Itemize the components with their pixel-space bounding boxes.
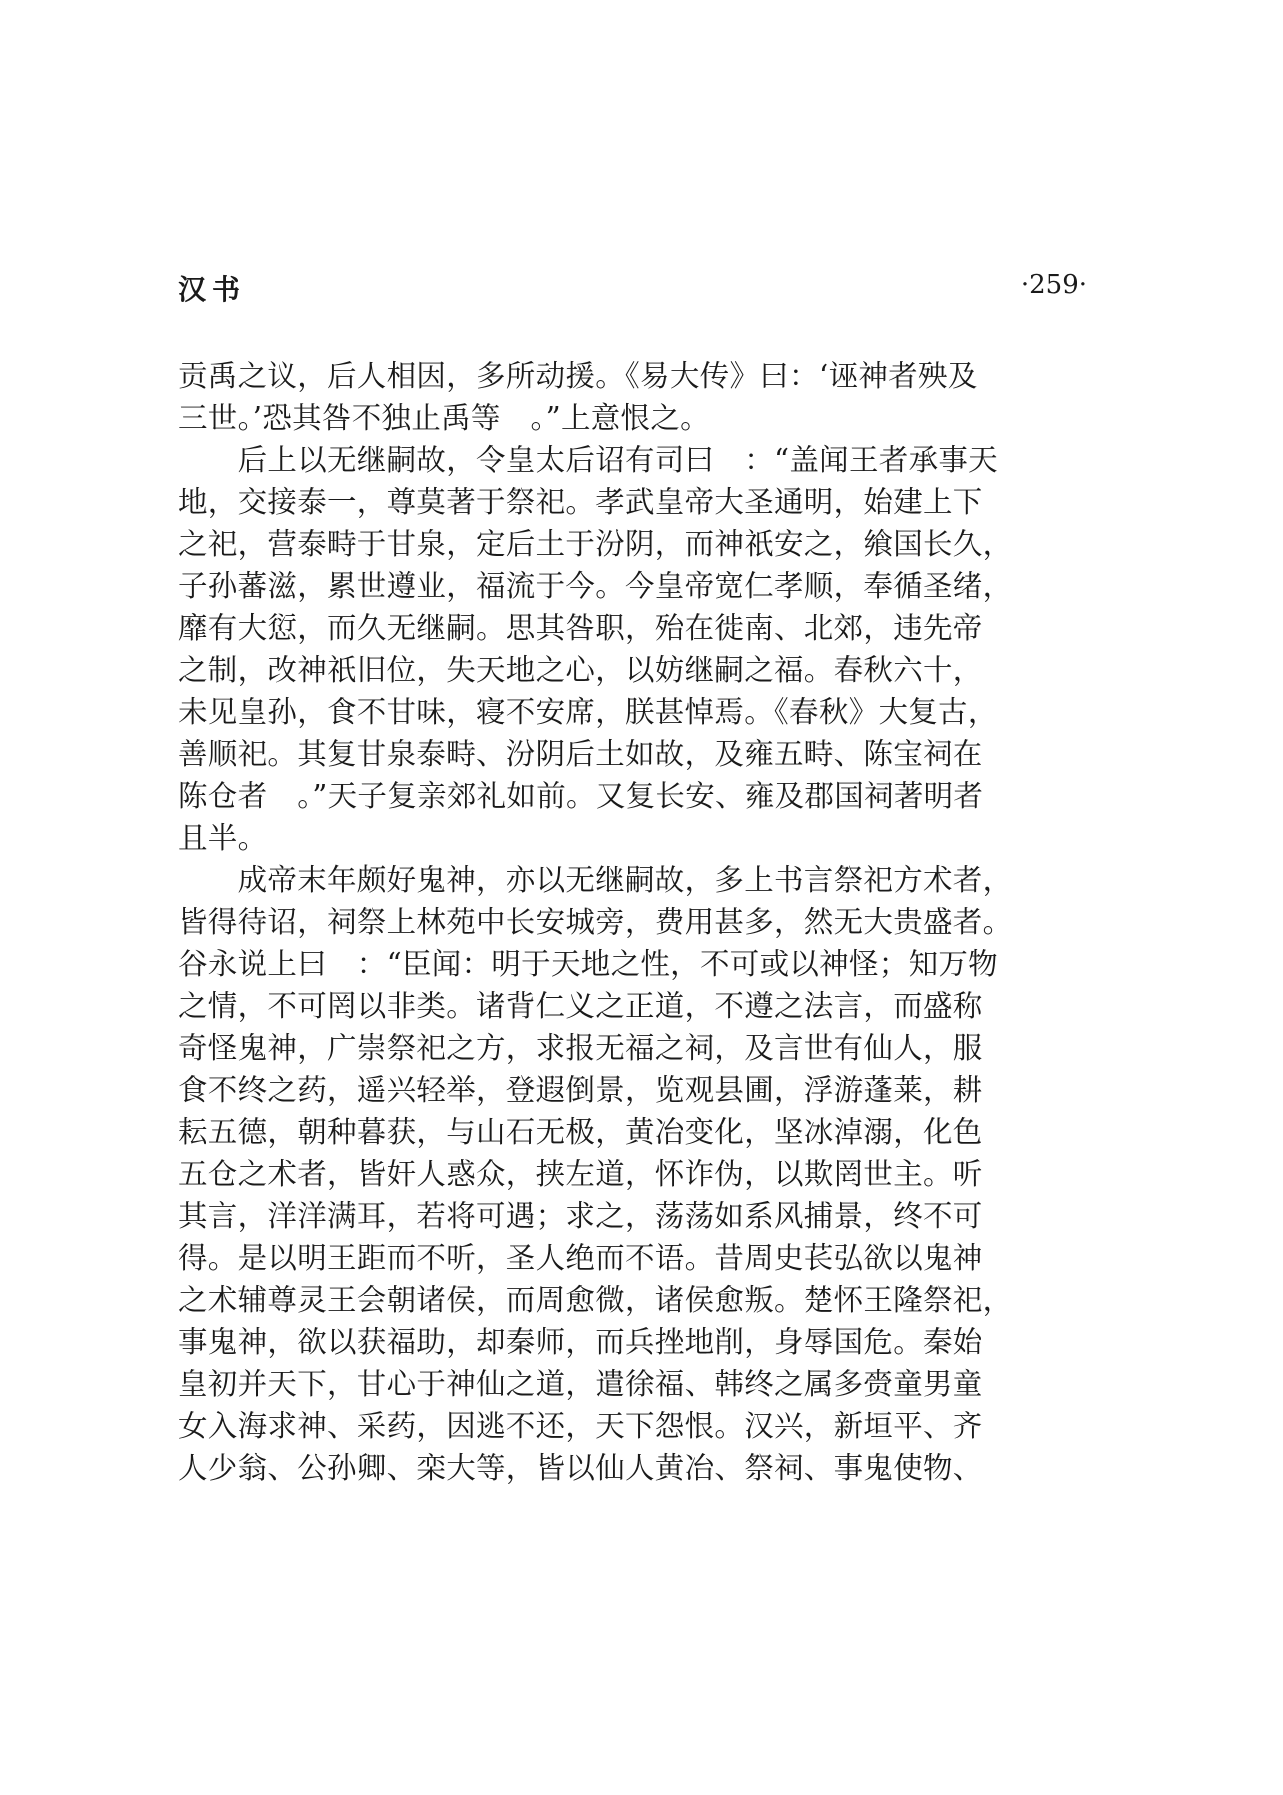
page-number: ·259· [1020,270,1087,300]
text-line: 事鬼神，欲以获福助，却秦师，而兵挫地削，身辱国危。秦始 [178,1325,983,1359]
text-line: 之情，不可罔以非类。诸背仁义之正道，不遵之法言，而盛称 [178,989,983,1023]
text-line: 地，交接泰一，尊莫著于祭祀。孝武皇帝大圣通明，始建上下 [178,485,983,519]
text-line: 奇怪鬼神，广崇祭祀之方，求报无福之祠，及言世有仙人，服 [178,1031,983,1065]
book-title: 汉书 [178,273,247,306]
text-line: 陈仓者 。”天子复亲郊礼如前。又复长安、雍及郡国祠著明者 [178,779,984,813]
text-line: 之制，改神祇旧位，失天地之心，以妨继嗣之福。春秋六十， [178,653,983,687]
text-line: 人少翁、公孙卿、栾大等，皆以仙人黄冶、祭祠、事鬼使物、 [178,1451,983,1485]
text-line: 成帝末年颇好鬼神，亦以无继嗣故，多上书言祭祀方术者， [178,863,1013,897]
text-line: 皆得待诏，祠祭上林苑中长安城旁，费用甚多，然无大贵盛者。 [178,905,1013,939]
text-line: 女入海求神、采药，因逃不还，天下怨恨。汉兴，新垣平、齐 [178,1409,983,1443]
text-line: 谷永说上曰 ：“臣闻：明于天地之性，不可或以神怪；知万物 [178,947,998,981]
body-text [178,355,1087,1489]
text-line: 耘五德，朝种暮获，与山石无极，黄冶变化，坚冰淖溺，化色 [178,1115,983,1149]
text-line: 食不终之药，遥兴轻举，登遐倒景，览观县圃，浮游蓬莱，耕 [178,1073,983,1107]
text-line: 得。是以明王距而不听，圣人绝而不语。昔周史苌弘欲以鬼神 [178,1241,983,1275]
text-line: 皇初并天下，甘心于神仙之道，遣徐福、韩终之属多赍童男童 [178,1367,983,1401]
running-head [178,268,1087,308]
text-line: 靡有大愆，而久无继嗣。思其咎职，殆在徙南、北郊，违先帝 [178,611,983,645]
text-line: 贡禹之议，后人相因，多所动援。《易大传》曰：‘诬神者殃及 [178,359,978,393]
text-line: 未见皇孙，食不甘味，寝不安席，朕甚悼焉。《春秋》大复古， [178,695,998,729]
text-line: 之术辅尊灵王会朝诸侯，而周愈微，诸侯愈叛。楚怀王隆祭祀， [178,1283,1013,1317]
text-line: 五仓之术者，皆奸人惑众，挟左道，怀诈伪，以欺罔世主。听 [178,1157,983,1191]
text-line: 后上以无继嗣故，令皇太后诏有司曰 ：“盖闻王者承事天 [178,443,998,477]
text-line: 三世。’恐其咎不独止禹等 。”上意恨之。 [178,401,710,435]
text-line: 子孙蕃滋，累世遵业，福流于今。今皇帝宽仁孝顺，奉循圣绪， [178,569,1013,603]
text-line: 且半。 [178,821,268,855]
text-line: 善顺祀。其复甘泉泰畤、汾阴后土如故，及雍五畤、陈宝祠在 [178,737,983,771]
text-line: 其言，洋洋满耳，若将可遇；求之，荡荡如系风捕景，终不可 [178,1199,983,1233]
text-line: 之祀，营泰畤于甘泉，定后土于汾阴，而神祇安之，飨国长久， [178,527,1013,561]
